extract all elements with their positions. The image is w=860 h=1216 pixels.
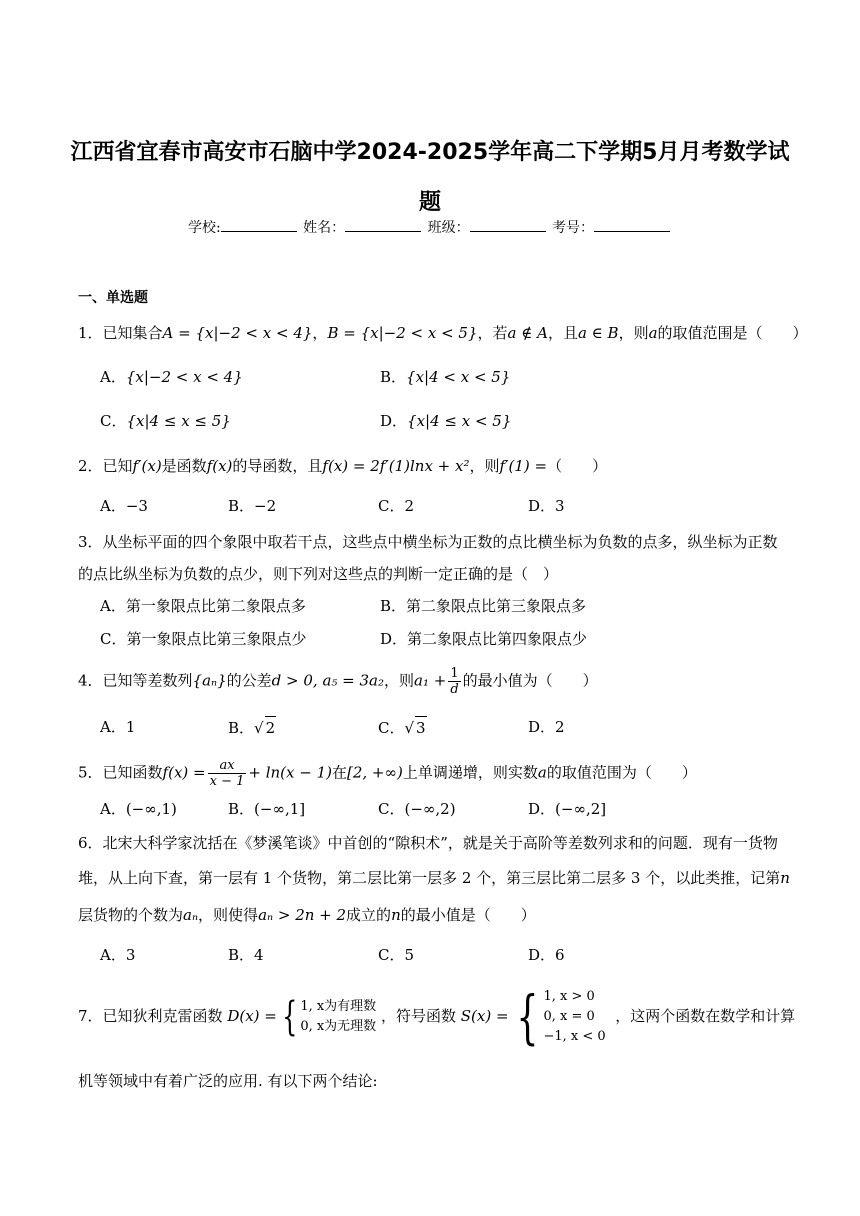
q1-set-a: A = {x|−2 < x < 4}: [162, 324, 313, 342]
q6-option-a[interactable]: A．3: [100, 946, 136, 964]
q6-text: 的最小值是（ ）: [400, 906, 536, 924]
q5-option-a[interactable]: A．(−∞,1): [100, 800, 177, 818]
school-label: 学校:: [187, 220, 221, 236]
q2-stem-part: ，则: [469, 457, 500, 475]
q4-option-c[interactable]: C．√ 3: [378, 716, 427, 739]
question-5-stem: [78, 758, 697, 789]
q2-option-a[interactable]: A．−3: [100, 497, 148, 515]
q6-text: 堆，从上向下查，第一层有 1 个货物，第二层比第一层多 2 个，第三层比第二层多 3 个，以此类推，记第: [78, 869, 781, 887]
q4-stem-part: ，则: [384, 671, 415, 690]
q3-option-b[interactable]: B．第二象限点比第三象限点多: [380, 597, 587, 615]
q6-an: aₙ: [183, 906, 199, 924]
option-value: {x|4 ≤ x ≤ 5}: [126, 412, 231, 430]
q1-set-b: B = {x|−2 < x < 5}: [327, 324, 478, 342]
q2-option-b[interactable]: B．−2: [228, 497, 277, 515]
sqrt-radicand: 3: [415, 716, 427, 739]
q2-option-d[interactable]: D．3: [528, 497, 565, 515]
q6-var-n: n: [391, 906, 401, 924]
q1-cond: a ∉ A: [507, 324, 548, 342]
option-letter: B．: [228, 719, 255, 737]
q1-cond2: a ∈ B: [577, 324, 619, 342]
q2-stem-part: 的导函数，且: [232, 457, 323, 475]
name-blank[interactable]: [345, 217, 421, 232]
q4-option-a[interactable]: A．1: [100, 718, 136, 736]
class-blank[interactable]: [470, 217, 546, 232]
question-6-line-2: [78, 867, 790, 889]
q6-text: 成立的: [346, 906, 392, 924]
fraction-numerator: ax: [208, 758, 247, 774]
section-heading: 一、单选题: [78, 290, 148, 306]
fraction-denominator: x − 1: [209, 774, 245, 789]
option-letter: C．: [378, 719, 405, 737]
option-value: {x|−2 < x < 4}: [125, 368, 243, 386]
q4-fraction: [448, 666, 460, 697]
q1-stem-part: ，则: [618, 324, 649, 342]
q5-stem-part: 5．已知函数: [78, 763, 163, 782]
q1-stem-part: 的取值范围是（ ）: [657, 324, 808, 342]
q2-stem-part: 是函数: [161, 457, 207, 475]
q2-option-c[interactable]: C．2: [378, 497, 415, 515]
q5-option-d[interactable]: D．(−∞,2]: [528, 800, 607, 818]
q2-stem-part: 2．已知: [78, 457, 133, 475]
q6-option-b[interactable]: B．4: [228, 946, 264, 964]
q7-stem-part: ，这两个函数在数学和计算: [615, 1007, 796, 1025]
q5-function-tail: + ln(x − 1): [248, 763, 332, 782]
q1-stem-part: 1．已知集合: [78, 324, 163, 342]
q6-inequality: aₙ > 2n + 2: [258, 906, 347, 924]
exam-no-label: 考号：: [552, 220, 595, 236]
question-7-line-2: 机等领域中有着广泛的应用. 有以下两个结论:: [78, 1072, 378, 1090]
q4-option-b[interactable]: B．√ 2: [228, 716, 276, 739]
question-1-stem: 1．已知集合A = {x|−2 < x < 4}，B = {x|−2 < x < 5}，若a ∉ A，且a ∈ B，则a的取值范围是（ ）: [78, 324, 808, 342]
q5-interval: [2, +∞): [347, 763, 403, 782]
question-6-line-3: [78, 904, 536, 926]
q7-stem-part: 7．已知狄利克雷函数: [78, 1007, 223, 1025]
option-letter: D．: [380, 412, 408, 430]
q2-equation: f(x) = 2f′(1)lnx + x²: [322, 457, 470, 475]
q3-option-a[interactable]: A．第一象限点比第二象限点多: [100, 597, 306, 615]
q3-option-d[interactable]: D．第二象限点比第四象限点少: [380, 630, 588, 648]
q1-stem-part: ，且: [547, 324, 578, 342]
q5-fraction: [208, 758, 247, 789]
q3-option-c[interactable]: C．第一象限点比第三象限点少: [100, 630, 307, 648]
q5-option-c[interactable]: C．(−∞,2): [378, 800, 456, 818]
q1-option-b[interactable]: [380, 366, 510, 388]
q2-stem-part: （ ）: [547, 457, 608, 475]
case-row: 0, x为无理数: [300, 1019, 377, 1034]
case-row: −1, x < 0: [543, 1029, 606, 1044]
q4-stem-part: 的公差: [226, 671, 272, 690]
question-3-stem: 3．从坐标平面的四个象限中取若干点，这些点中横坐标为正数的点比横坐标为负数的点多，纵坐标为正数的点比纵坐标为负数的点少，则下列对这些点的判断一定正确的是（ ）: [78, 533, 778, 583]
case-row: 0, x = 0: [543, 1009, 595, 1024]
student-info-line: [0, 217, 860, 238]
q4-option-d[interactable]: D．2: [528, 718, 565, 736]
case-row: 1, x > 0: [543, 989, 595, 1004]
option-value: {x|4 ≤ x < 5}: [407, 412, 512, 430]
school-blank[interactable]: [221, 217, 297, 232]
q7-dirichlet-cases: { 1, x为有理数 0, x为无理数: [281, 994, 377, 1040]
case-row: 1, x为有理数: [300, 999, 377, 1014]
q5-stem-part: 在: [331, 763, 347, 782]
q2-ask: f′(1) =: [499, 457, 548, 475]
q1-stem-part: ，若: [477, 324, 508, 342]
option-letter: B．: [380, 368, 407, 386]
question-7-stem: [78, 983, 796, 1051]
q6-text: ，则使得: [198, 906, 259, 924]
question-2-stem: [78, 455, 607, 477]
q2-fprime: f′(x): [132, 457, 162, 475]
q5-stem-part: 上单调递增，则实数: [402, 763, 538, 782]
question-4-stem: [78, 666, 598, 697]
q4-expr: a₁ +: [414, 671, 447, 690]
fraction-denominator: d: [450, 682, 459, 697]
q7-stem-part: ，符号函数: [380, 1007, 456, 1025]
q5-var: a: [537, 763, 547, 782]
q5-option-b[interactable]: B．(−∞,1]: [228, 800, 306, 818]
class-label: 班级：: [427, 220, 470, 236]
q4-stem-part: 4．已知等差数列: [78, 671, 193, 690]
q6-option-d[interactable]: D．6: [528, 946, 565, 964]
option-letter: C．: [100, 412, 127, 430]
q4-sequence: {aₙ}: [192, 671, 227, 690]
option-letter: A．: [100, 368, 126, 386]
page-title: 江西省宜春市高安市石脑中学2024-2025学年高二下学期5月月考数学试题: [70, 140, 790, 215]
sqrt-radicand: 2: [265, 716, 277, 739]
q7-dirichlet: D(x) =: [227, 1007, 277, 1025]
q4-stem-part: 的最小值为（ ）: [462, 671, 598, 690]
q6-text: 层货物的个数为: [78, 906, 184, 924]
q6-option-c[interactable]: C．5: [378, 946, 415, 964]
q1-var: a: [648, 324, 658, 342]
exam-no-blank[interactable]: [594, 217, 670, 232]
q7-sign: S(x) =: [460, 1007, 509, 1025]
q1-option-a[interactable]: [100, 366, 243, 388]
q5-stem-part: 的取值范围为（ ）: [546, 763, 697, 782]
q6-var-n: n: [780, 869, 790, 887]
q7-sign-cases: { 1, x > 0 0, x = 0 −1, x < 0: [515, 983, 606, 1051]
name-label: 姓名：: [303, 220, 346, 236]
q5-function: f(x) =: [162, 763, 206, 782]
q4-cond: d > 0, a₅ = 3a₂: [271, 671, 385, 690]
q1-option-d[interactable]: [380, 410, 511, 432]
q1-option-c[interactable]: [100, 410, 231, 432]
question-6-line-1: 6．北宋大科学家沈括在《梦溪笔谈》中首创的“隙积术”，就是关于高阶等差数列求和的问题．现有一货物: [78, 834, 778, 852]
option-value: {x|4 < x < 5}: [406, 368, 511, 386]
fraction-numerator: 1: [448, 666, 460, 682]
q2-f: f(x): [206, 457, 233, 475]
